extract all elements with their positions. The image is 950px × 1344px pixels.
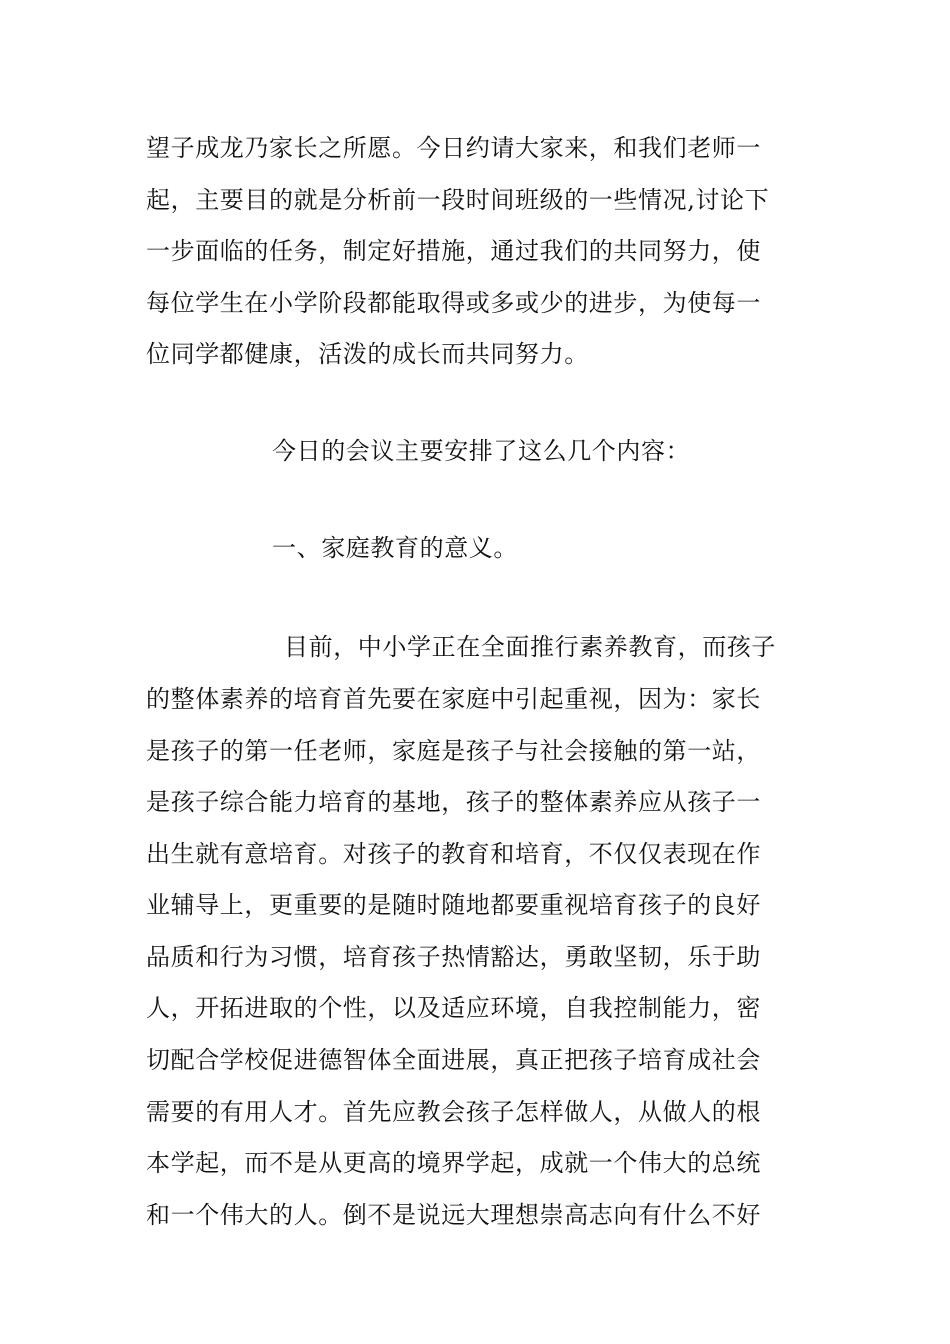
paragraph-1-line: 一步面临的任务，制定好措施，通过我们的共同努力，使: [146, 237, 761, 265]
paragraph-2-line: 的整体素养的培育首先要在家庭中引起重视，因为：家长: [146, 685, 761, 713]
paragraph-2-line: 人，开拓进取的个性，以及适应环境，自我控制能力，密: [146, 994, 761, 1022]
paragraph-2-line: 出生就有意培育。对孩子的教育和培育，不仅仅表现在作: [146, 840, 761, 868]
paragraph-2-line: 本学起，而不是从更高的境界学起，成就一个伟大的总统: [146, 1149, 761, 1177]
paragraph-2-line: 业辅导上，更重要的是随时随地都要重视培育孩子的良好: [146, 891, 761, 919]
paragraph-2-line: 是孩子综合能力培育的基地，孩子的整体素养应从孩子一: [146, 788, 761, 816]
paragraph-2-line: 需要的有用人才。首先应教会孩子怎样做人，从做人的根: [146, 1098, 761, 1126]
paragraph-1-line: 望子成龙乃家长之所愿。今日约请大家来，和我们老师一: [146, 134, 761, 162]
paragraph-2-line: 是孩子的第一任老师，家庭是孩子与社会接触的第一站，: [146, 737, 761, 765]
paragraph-2-line: 和一个伟大的人。倒不是说远大理想崇高志向有什么不好: [146, 1201, 761, 1229]
paragraph-1-line: 位同学都健康，活泼的成长而共同努力。: [146, 340, 589, 368]
meeting-intro: 今日的会议主要安排了这么几个内容：: [272, 437, 691, 465]
paragraph-1-line: 每位学生在小学阶段都能取得或多或少的进步，为使每一: [146, 289, 761, 317]
paragraph-2-line: 切配合学校促进德智体全面进展，真正把孩子培育成社会: [146, 1046, 761, 1074]
paragraph-1-line: 起，主要目的就是分析前一段时间班级的一些情况,讨论下: [146, 186, 770, 214]
section-heading-1: 一、家庭教育的意义。: [272, 534, 518, 562]
paragraph-2-line: 目前，中小学正在全面推行素养教育，而孩子: [284, 633, 776, 661]
paragraph-2-line: 品质和行为习惯，培育孩子热情豁达，勇敢坚韧，乐于助: [146, 943, 761, 971]
